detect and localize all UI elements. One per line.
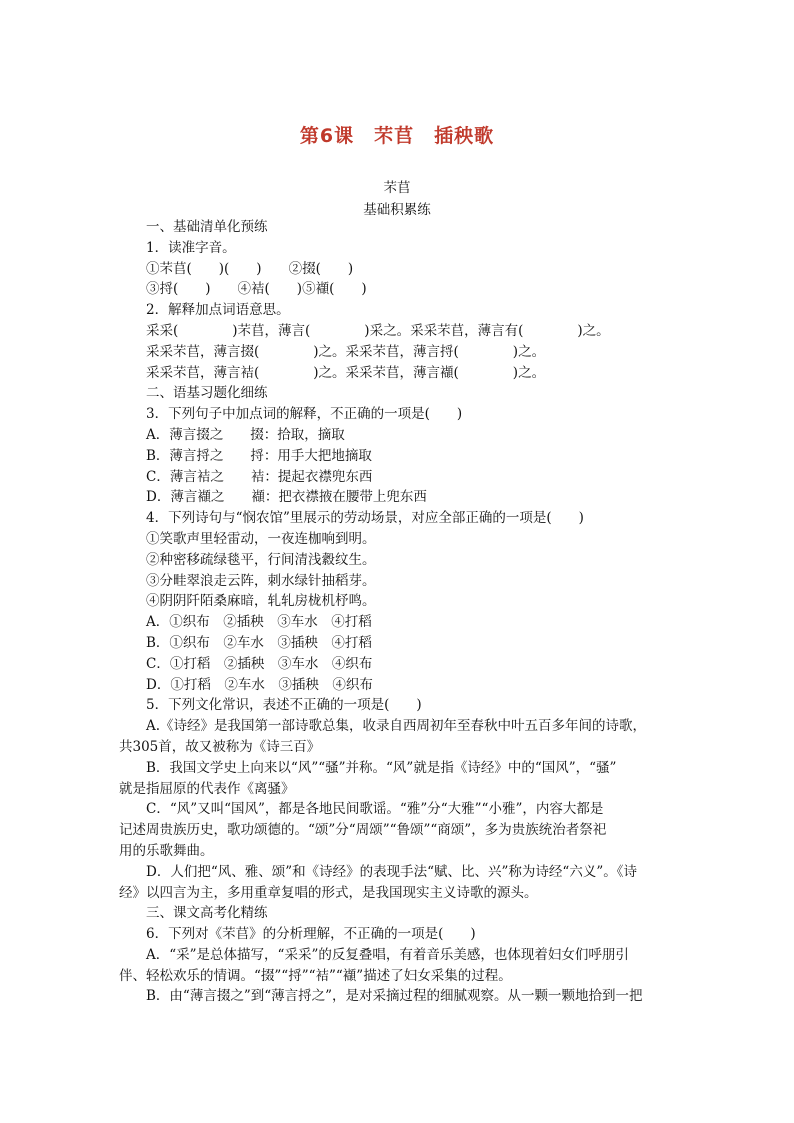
text-line: ①笑歌声里轻雷动，一夜连枷响到明。: [146, 530, 376, 547]
text-line: C．①打稻 ②插秧 ③车水 ④织布: [146, 655, 373, 672]
text-line: 采采芣苢，薄言掇( )之。采采芣苢，薄言捋( )之。: [146, 343, 546, 360]
section-heading: 一、基础清单化预练: [146, 219, 268, 235]
text-line: B．由“薄言掇之”到“薄言捋之”，是对采摘过程的细腻观察。从一颗一颗地拾到一把: [146, 988, 643, 1005]
text-line: 3．下列句子中加点词的解释，不正确的一项是( ): [146, 406, 463, 423]
text-line: 经》以四言为主，多用重章复唱的形式，是我国现实主义诗歌的源头。: [119, 884, 538, 901]
text-line: ④阴阴阡陌桑麻暗，轧轧房栊机杼鸣。: [146, 593, 376, 610]
text-line: ③分畦翠浪走云阵，刺水绿针抽稻芽。: [146, 572, 376, 589]
text-line: 4．下列诗句与“悯农馆”里展示的劳动场景，对应全部正确的一项是( ): [146, 510, 584, 527]
text-line: B．①织布 ②车水 ③插秧 ④打稻: [146, 634, 372, 651]
text-line: ①芣苢( )( ) ②掇( ): [146, 260, 354, 277]
poem-title: 芣苢: [383, 180, 411, 196]
text-line: A．薄言掇之 掇：拾取，摘取: [146, 426, 345, 443]
text-line: 共305首，故又被称为《诗三百》: [119, 738, 321, 755]
text-line: D．①打稻 ②车水 ③插秧 ④织布: [146, 676, 373, 693]
text-line: 5．下列文化常识，表述不正确的一项是( ): [146, 697, 422, 714]
section-title: 基础积累练: [363, 202, 431, 218]
lesson-title: 第6课 芣苢 插秧歌: [299, 125, 495, 147]
text-line: D．薄言襭之 襭：把衣襟掖在腰带上兜东西: [146, 489, 427, 506]
text-line: 1．读准字音。: [146, 239, 236, 256]
text-line: A．“采”是总体描写，“采采”的反复叠唱，有着音乐美感，也体现着妇女们呼朋引: [146, 946, 629, 963]
text-line: 伴、轻松欢乐的情调。“掇”“捋”“袺”“襭”描述了妇女采集的过程。: [119, 967, 512, 984]
text-line: 用的乐歌舞曲。: [119, 842, 214, 859]
text-line: B．薄言捋之 捋：用手大把地摘取: [146, 447, 372, 464]
text-line: A．①织布 ②插秧 ③车水 ④打稻: [146, 614, 372, 631]
text-line: C．薄言袺之 袺：提起衣襟兜东西: [146, 468, 373, 485]
text-line: ②种密移疏绿毯平，行间清浅縠纹生。: [146, 551, 376, 568]
section-heading: 三、课文高考化精练: [146, 905, 268, 922]
exercise-body: [119, 217, 676, 1007]
text-line: 采采( )芣苢，薄言( )采之。采采芣苢，薄言有( )之。: [146, 322, 610, 339]
text-line: 6．下列对《芣苢》的分析理解，不正确的一项是( ): [146, 926, 476, 943]
text-line: 2．解释加点词语意思。: [146, 302, 290, 319]
text-line: C．“风”又叫“国风”，都是各地民间歌谣。“雅”分“大雅”“小雅”，内容大都是: [146, 801, 604, 818]
text-line: A.《诗经》是我国第一部诗歌总集，收录自西周初年至春秋中叶五百多年间的诗歌，: [146, 718, 647, 735]
text-line: D．人们把“风、雅、颂”和《诗经》的表现手法“赋、比、兴”称为诗经“六义”。《诗: [146, 863, 637, 880]
text-line: B．我国文学史上向来以“风”“骚”并称。“风”就是指《诗经》中的“国风”，“骚”: [146, 759, 617, 776]
text-line: 采采芣苢，薄言袺( )之。采采芣苢，薄言襭( )之。: [146, 364, 546, 381]
text-line: ③捋( ) ④袺( )⑤襭( ): [146, 281, 367, 298]
section-heading: 二、语基习题化细练: [146, 385, 268, 402]
text-line: 就是指屈原的代表作《离骚》: [119, 780, 295, 797]
text-line: 记述周贵族历史，歌功颂德的。“颂”分“周颂”“鲁颂”“商颂”，多为贵族统治者祭祀: [119, 822, 607, 839]
